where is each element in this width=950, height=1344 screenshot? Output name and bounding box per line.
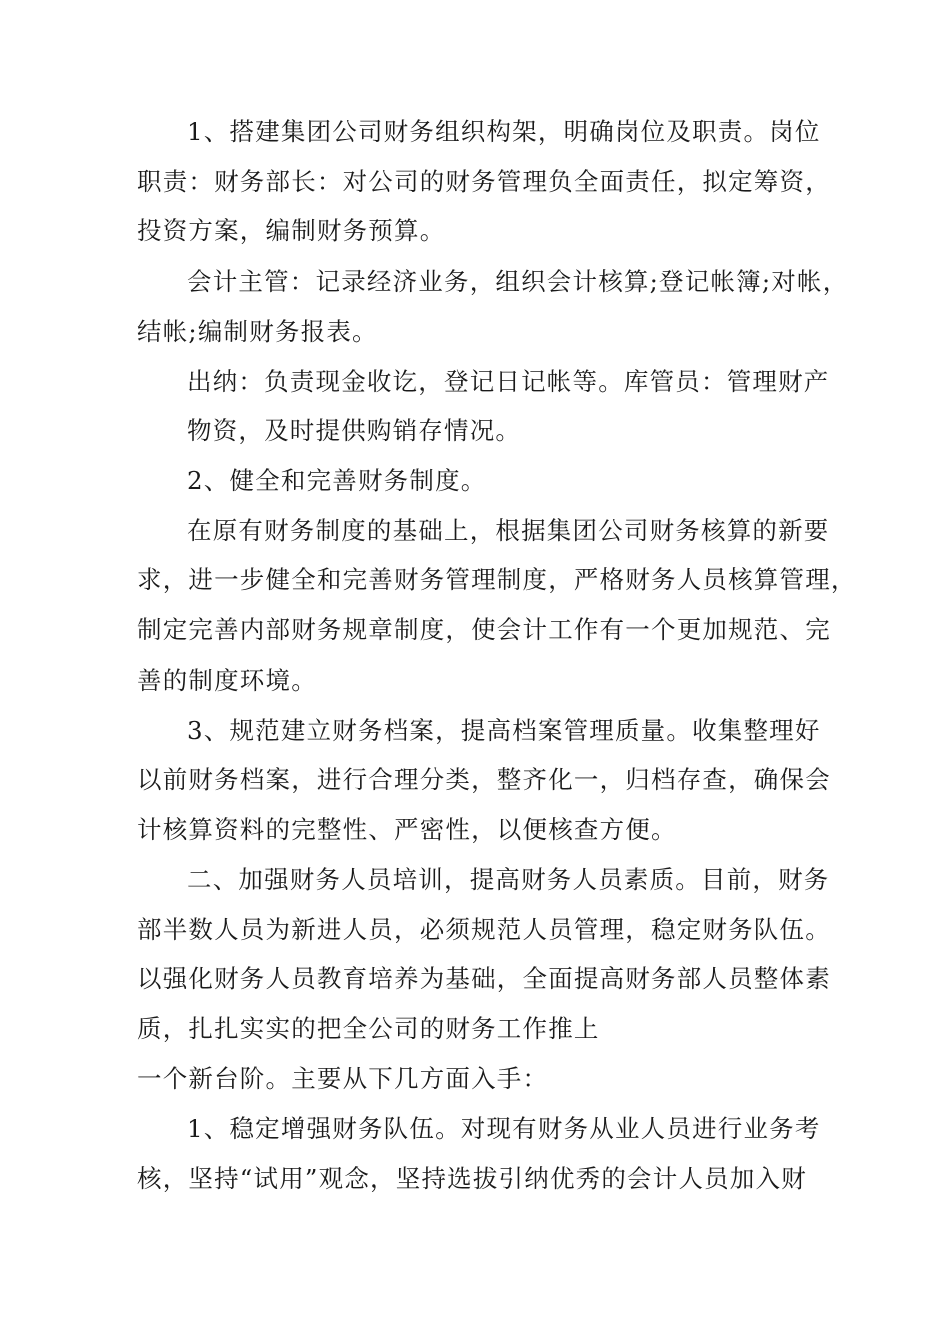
text-line: 在原有财务制度的基础上，根据集团公司财务核算的新要 [187,516,830,545]
text-line: 部半数人员为新进人员，必须规范人员管理，稳定财务队伍。 [137,915,831,944]
text-line: 善的制度环境。 [137,666,317,695]
text-line: 投资方案，编制财务预算。 [137,216,446,245]
text-line: 职责：财务部长：对公司的财务管理负全面责任，拟定筹资， [137,167,831,196]
text-line: 质，扎扎实实的把全公司的财务工作推上 [137,1014,600,1043]
text-line: 结帐;编制财务报表。 [137,317,378,346]
text-line: 以强化财务人员教育培养为基础，全面提高财务部人员整体素 [137,964,831,993]
text-line: 计核算资料的完整性、严密性，以便核查方便。 [137,815,677,844]
text-line: 物资，及时提供购销存情况。 [187,416,522,445]
text-line: 求，进一步健全和完善财务管理制度，严格财务人员核算管理， [137,565,857,594]
text-line: 出纳：负责现金收讫，登记日记帐等。库管员：管理财产 [187,367,830,396]
text-line: 制定完善内部财务规章制度，使会计工作有一个更加规范、完 [137,615,831,644]
text-line: 会计主管：记录经济业务，组织会计核算;登记帐簿;对帐， [187,267,849,296]
text-line: 3、规范建立财务档案，提高档案管理质量。收集整理好 [187,716,821,745]
text-line: 一个新台阶。主要从下几方面入手： [137,1064,549,1093]
text-line: 核，坚持“试用”观念，坚持选拔引纳优秀的会计人员加入财 [137,1164,807,1193]
text-line: 2、健全和完善财务制度。 [187,466,487,495]
text-line: 1、搭建集团公司财务组织构架，明确岗位及职责。岗位 [187,117,821,146]
text-line: 二、加强财务人员培训，提高财务人员素质。目前，财务 [187,865,830,894]
text-line: 1、稳定增强财务队伍。对现有财务从业人员进行业务考 [187,1114,821,1143]
text-line: 以前财务档案，进行合理分类，整齐化一，归档存查，确保会 [137,765,831,794]
